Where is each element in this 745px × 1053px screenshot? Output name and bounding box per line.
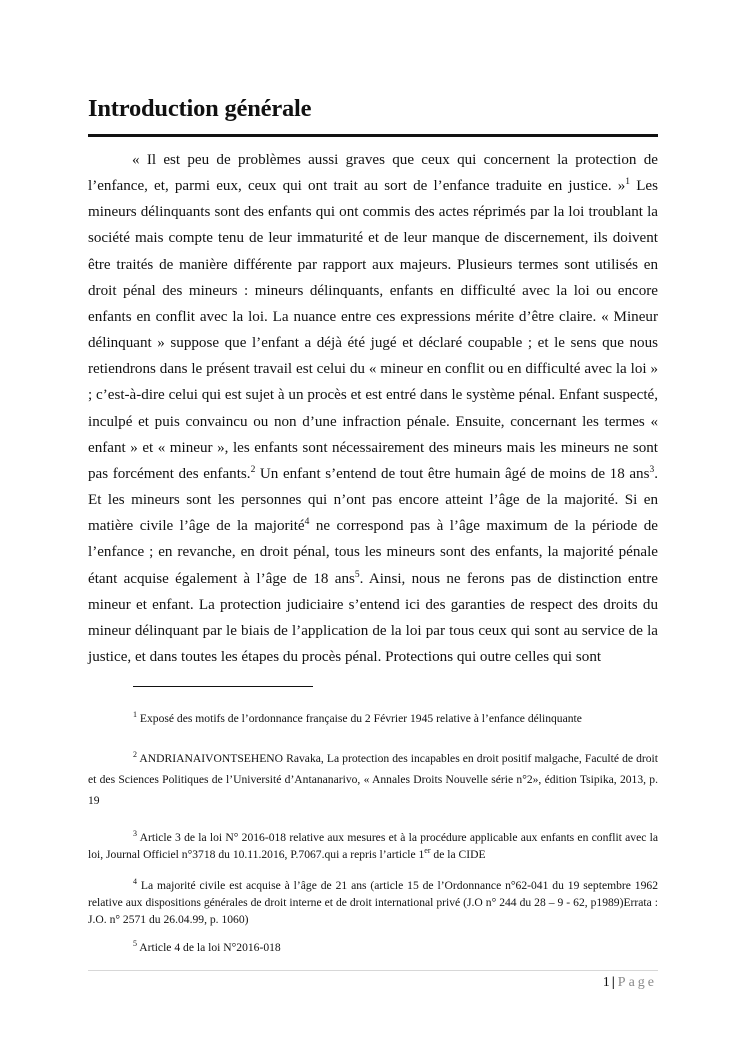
footnote-number: 1 bbox=[133, 710, 137, 720]
body-paragraph bbox=[88, 147, 658, 670]
body-text-segment: . Ainsi, nous ne ferons pas de distinction entre mineur et enfant. La protection judiciaire s’entend ici des garanties de respect des droits du mineur délinquant par le biais de l’application de la loi par tous ceux qui sont au service de la justice, et dans toutes les étapes du procès pénal. Protections qui outre celles qui sont bbox=[88, 570, 658, 665]
footnote-text: Article 3 de la loi N° 2016-018 relative aux mesures et à la procédure applicable aux enfants en conflit avec la loi, Journal Officiel n°3718 du 10.11.2016, P.7067.qui a repris l’article 1 bbox=[88, 831, 658, 861]
footnote-ref-4[interactable]: 4 bbox=[304, 517, 310, 528]
footnote-text: ANDRIANAIVONTSEHENO Ravaka, La protection des incapables en droit positif malgache, Faculté de droit et des Sciences Politiques de l’Université d’Antananarivo, « Annales Droits Nouvelle série n°2», édition Tsipika, 2013, p. 19 bbox=[88, 752, 658, 807]
footnote-4 bbox=[88, 877, 658, 928]
footnote-number: 3 bbox=[133, 829, 137, 839]
footnote-number: 4 bbox=[133, 877, 137, 887]
footnote-5 bbox=[88, 939, 658, 957]
footnote-text: de la CIDE bbox=[430, 848, 486, 861]
footnote-text: Exposé des motifs de l’ordonnance française du 2 Février 1945 relative à l’enfance délinquante bbox=[137, 712, 582, 725]
footnote-text: Article 4 de la loi N°2016-018 bbox=[137, 941, 281, 954]
ordinal-suffix: er bbox=[424, 846, 431, 856]
footnote-ref-3[interactable]: 3 bbox=[649, 464, 655, 475]
body-text-segment: Un enfant s’entend de tout être humain âgé de moins de 18 ans bbox=[255, 465, 650, 482]
footnote-ref-1[interactable]: 1 bbox=[625, 177, 631, 188]
footnote-ref-2[interactable]: 2 bbox=[250, 464, 256, 475]
body-text-segment: Les mineurs délinquants sont des enfants qui ont commis des actes réprimés par la loi troublant la société mais compte tenu de leur immaturité et de leur manque de discernement, ils doivent être traités de manière différente par rapport aux majeurs. Plusieurs termes sont utilisés en droit pénal des mineurs : mineurs délinquants, enfants en difficulté avec la loi ou encore enfants en conflit avec la loi. La nuance entre ces expressions mérite d’être claire. « Mineur délinquant » suppose que l’enfant a déjà été jugé et déclaré coupable ; et le sens que nous retiendrons dans le présent travail est celui du « mineur en conflit ou en difficulté avec la loi » ; c’est-à-dire celui qui est sujet à un procès et est entré dans le système pénal. Enfant suspecté, inculpé et puis convaincu ou non d’une infraction pénale. Ensuite, concernant les termes « enfant » et « mineur », les enfants sont nécessairement des mineurs mais les mineurs ne sont pas forcément des enfants. bbox=[88, 178, 658, 482]
footnote-number: 5 bbox=[133, 939, 137, 949]
footnote-text: La majorité civile est acquise à l’âge de 21 ans (article 15 de l’Ordonnance n°62-041 du 19 septembre 1962 relative aux dispositions générales de droit interne et de droit international privé (J.O n° 244 du 28 – 9 - 62, p1989)Errata : J.O. n° 2571 du 26.04.99, p. 1060) bbox=[88, 879, 658, 926]
page-label: Page bbox=[617, 975, 657, 990]
body-text-segment: ne correspond pas à l’âge maximum de la période de l’enfance ; en revanche, en droit pénal, tous les mineurs sont des enfants, la majorité pénale étant acquise également à l’âge de 18 ans bbox=[88, 518, 658, 587]
footnote-separator bbox=[133, 686, 313, 687]
footnote-3 bbox=[88, 829, 658, 863]
footer-separator: | bbox=[611, 975, 615, 990]
section-heading: Introduction générale bbox=[88, 95, 312, 122]
page-number: 1 bbox=[602, 975, 610, 990]
body-text-segment: « Il est peu de problèmes aussi graves que ceux qui concernent la protection de l’enfance, et, parmi eux, ceux qui ont trait au sort de l’enfance traduite en justice. » bbox=[88, 152, 658, 195]
footnote-ref-5[interactable]: 5 bbox=[354, 569, 360, 580]
footnote-1 bbox=[88, 710, 658, 728]
footnote-2 bbox=[88, 748, 658, 811]
footer-divider bbox=[88, 970, 658, 971]
page-footer bbox=[603, 973, 657, 993]
footnote-number: 2 bbox=[133, 750, 137, 760]
heading-underline bbox=[88, 134, 658, 137]
body-text-segment: . Et les mineurs sont les personnes qui n’ont pas encore atteint l’âge de la majorité. Si en matière civile l’âge de la majorité bbox=[88, 465, 658, 535]
